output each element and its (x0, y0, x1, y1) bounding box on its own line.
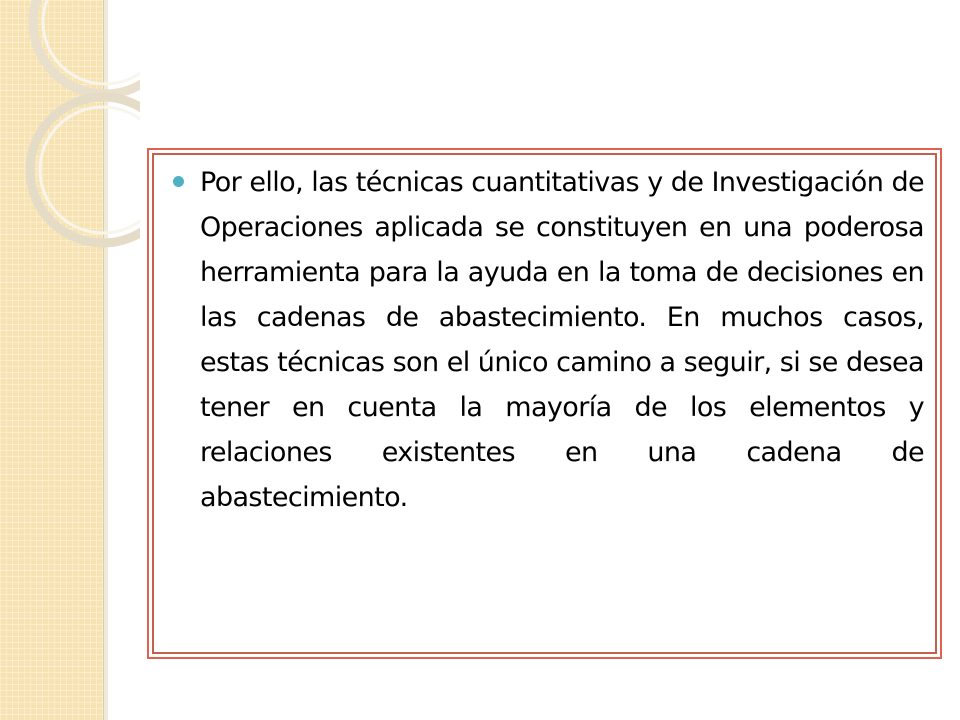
bullet-paragraph: Por ello, las técnicas cuantitativas y de Investigación de Operaciones aplicada se constituyen en una poderosa herramienta para la ayuda en la toma de decisiones en las cadenas de abastecimiento. En muchos casos, estas técnicas son el único camino a seguir, si se desea tener en cuenta la mayoría de los elementos y relaciones existentes en una cadena de abastecimiento. (200, 167, 924, 513)
decorative-ring-bottom-highlight (40, 107, 140, 233)
decorative-circles (0, 0, 140, 260)
bullet-icon (173, 176, 184, 187)
decorative-ring-bottom (30, 97, 140, 243)
